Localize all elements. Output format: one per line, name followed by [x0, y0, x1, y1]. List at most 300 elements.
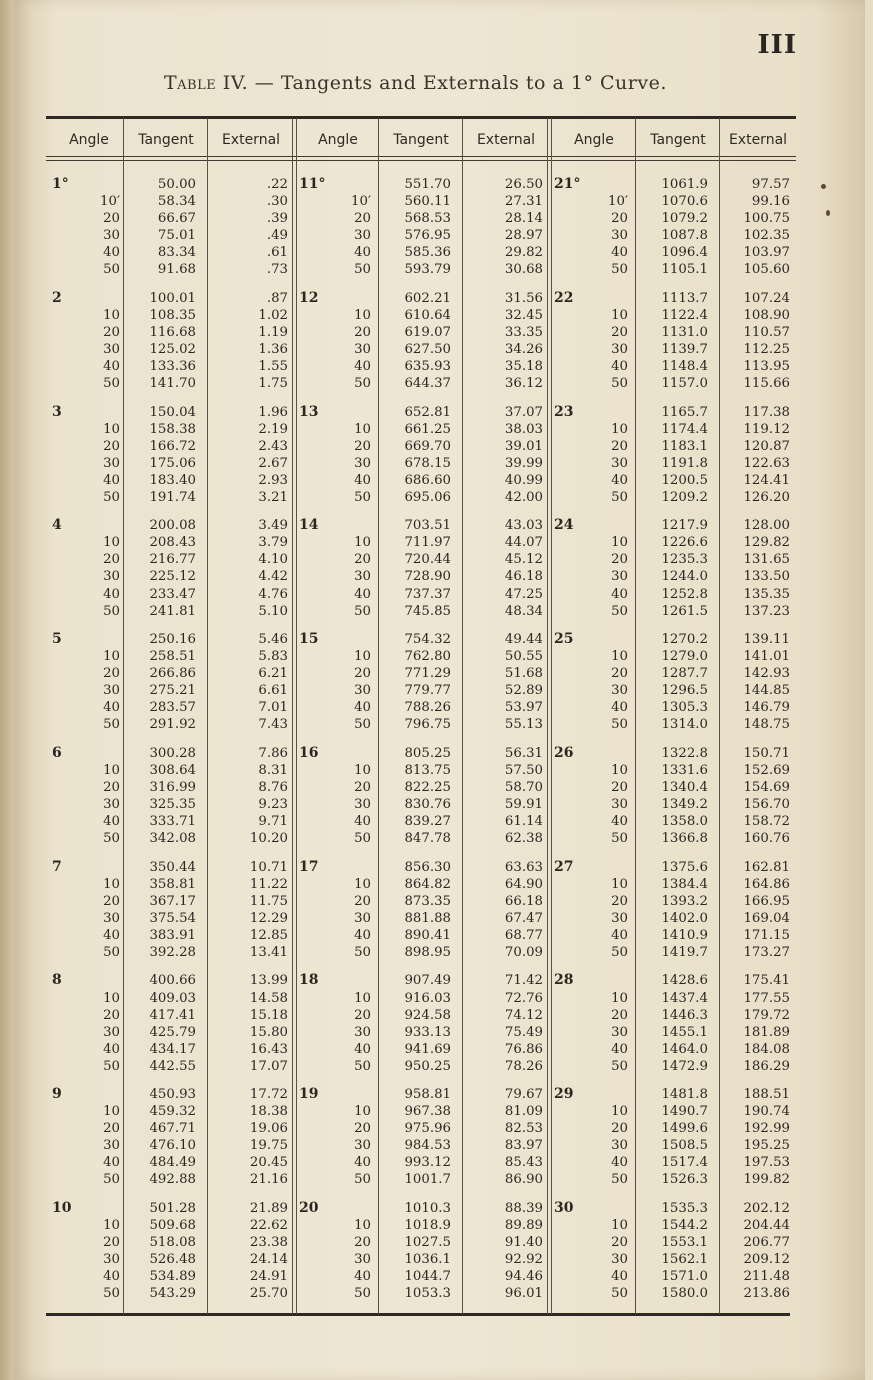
angle-minutes: 10	[611, 649, 628, 665]
tangent-value: 1375.6	[661, 859, 708, 875]
tangent-value: 258.51	[149, 649, 196, 665]
tangent-value: 476.10	[149, 1138, 196, 1154]
tangent-value: 108.35	[149, 307, 196, 323]
group-gap	[66, 847, 120, 859]
tangent-value: 1437.4	[661, 990, 708, 1006]
angle-minutes: 30	[611, 455, 628, 471]
table-bottom-rule	[46, 1313, 790, 1316]
external-value: 50.55	[504, 649, 543, 665]
external-value: 126.20	[743, 489, 790, 505]
group-gap	[724, 733, 790, 745]
external-value: 10.71	[249, 859, 288, 875]
angle-minutes: 40	[103, 700, 120, 716]
external-value: 39.01	[504, 438, 543, 454]
external-value: 137.23	[743, 603, 790, 619]
angle-minutes: 20	[103, 438, 120, 454]
tangent-value: 652.81	[404, 404, 451, 420]
group-gap	[383, 847, 451, 859]
tangent-value: 75.01	[157, 228, 196, 244]
angle-degree: 13	[299, 403, 319, 420]
tangent-value: 805.25	[404, 745, 451, 761]
external-value: 192.99	[743, 1121, 790, 1137]
angle-minutes: 10	[611, 876, 628, 892]
angle-column	[299, 176, 371, 1302]
external-value: 135.35	[743, 586, 790, 602]
external-value: 3.49	[258, 518, 288, 534]
tangent-value: 728.90	[404, 569, 451, 585]
group-gap	[467, 733, 543, 745]
external-value: 62.38	[504, 831, 543, 847]
angle-minutes: 10′	[100, 194, 120, 210]
external-value: 5.10	[258, 603, 288, 619]
external-value: 169.04	[743, 910, 790, 926]
external-value: 43.03	[504, 518, 543, 534]
angle-minutes: 30	[611, 1024, 628, 1040]
tangent-value: 409.03	[149, 990, 196, 1006]
group-gap	[383, 1189, 451, 1201]
tangent-value: 975.96	[404, 1121, 451, 1137]
external-value: 48.34	[504, 603, 543, 619]
external-value: 11.22	[249, 876, 288, 892]
tangent-value: 864.82	[404, 876, 451, 892]
angle-degree: 16	[299, 744, 319, 761]
angle-minutes: 50	[611, 376, 628, 392]
column-divider	[551, 118, 552, 1314]
tangent-value: 1322.8	[661, 745, 708, 761]
tangent-value: 551.70	[404, 177, 451, 192]
external-value: 107.24	[743, 290, 790, 306]
group-gap	[66, 278, 120, 290]
external-value: 2.93	[258, 472, 288, 488]
external-value: 105.60	[743, 262, 790, 278]
external-value: 86.90	[504, 1172, 543, 1188]
external-value: 24.91	[249, 1269, 288, 1285]
external-value: 15.80	[249, 1024, 288, 1040]
external-value: 144.85	[743, 683, 790, 699]
tangent-value: 737.37	[404, 586, 451, 602]
external-value: 13.99	[249, 973, 288, 989]
tangent-value: 898.95	[404, 944, 451, 960]
tangent-value: 342.08	[149, 831, 196, 847]
angle-minutes: 30	[103, 1024, 120, 1040]
column-divider	[207, 118, 208, 1314]
tangent-value: 762.80	[404, 649, 451, 665]
tangent-value: 1165.7	[661, 404, 708, 420]
group-gap	[66, 1075, 120, 1087]
tangent-value: 100.01	[149, 290, 196, 306]
tangent-value: 166.72	[149, 438, 196, 454]
tangent-value: 183.40	[149, 472, 196, 488]
angle-minutes: 50	[103, 717, 120, 733]
external-value: 1.55	[258, 358, 288, 374]
tangent-value: 1358.0	[661, 814, 708, 830]
group-gap	[568, 1189, 628, 1201]
external-value: 197.53	[743, 1155, 790, 1171]
group-gap	[640, 506, 708, 518]
angle-minutes: 20	[611, 211, 628, 227]
external-value: 10.20	[249, 831, 288, 847]
angle-minutes: 30	[354, 341, 371, 357]
tangent-value: 543.29	[149, 1286, 196, 1302]
external-value: 68.77	[504, 927, 543, 943]
angle-minutes: 10	[354, 649, 371, 665]
external-value: 5.83	[258, 649, 288, 665]
tangent-value: 1472.9	[661, 1058, 708, 1074]
external-value: 171.15	[743, 927, 790, 943]
group-gap	[66, 506, 120, 518]
angle-minutes: 20	[103, 324, 120, 340]
tangent-value: 526.48	[149, 1252, 196, 1268]
angle-minutes: 10′	[608, 194, 628, 210]
angle-minutes: 30	[103, 683, 120, 699]
tangent-value: 291.92	[149, 717, 196, 733]
tangent-value: 839.27	[404, 814, 451, 830]
external-value: 6.61	[258, 683, 288, 699]
external-value: 12.29	[249, 910, 288, 926]
tangent-value: 1296.5	[661, 683, 708, 699]
group-gap	[640, 278, 708, 290]
group-gap	[383, 733, 451, 745]
angle-degree: 4	[52, 517, 62, 534]
angle-degree: 24	[554, 517, 574, 534]
tangent-value: 830.76	[404, 797, 451, 813]
group-gap	[128, 620, 196, 632]
tangent-value: 916.03	[404, 990, 451, 1006]
angle-degree: 17	[299, 858, 319, 875]
external-value: 177.55	[743, 990, 790, 1006]
external-value: 32.45	[504, 307, 543, 323]
tangent-value: 350.44	[149, 859, 196, 875]
tangent-value: 788.26	[404, 700, 451, 716]
group-gap	[128, 961, 196, 973]
table-label: Table IV.	[164, 72, 249, 94]
external-value: 209.12	[743, 1252, 790, 1268]
tangent-value: 1314.0	[661, 717, 708, 733]
external-value: 103.97	[743, 245, 790, 261]
external-value: 97.57	[751, 177, 790, 192]
angle-minutes: 20	[103, 780, 120, 795]
external-value: 49.44	[504, 632, 543, 648]
external-value: 21.89	[249, 1201, 288, 1217]
angle-degree: 5	[52, 631, 62, 648]
external-value: 59.91	[504, 797, 543, 813]
external-value: 39.99	[504, 455, 543, 471]
angle-minutes: 40	[611, 358, 628, 374]
tangent-value: 133.36	[149, 358, 196, 374]
angle-degree: 14	[299, 517, 319, 534]
group-gap	[640, 733, 708, 745]
tangent-value: 1053.3	[404, 1286, 451, 1302]
angle-minutes: 10	[103, 649, 120, 665]
external-value: 89.89	[504, 1218, 543, 1234]
angle-degree: 21°	[554, 176, 581, 192]
external-value: 175.41	[743, 973, 790, 989]
tangent-value: 1384.4	[661, 876, 708, 892]
group-gap	[383, 392, 451, 404]
angle-minutes: 50	[611, 1058, 628, 1074]
tangent-value: 208.43	[149, 535, 196, 551]
tangent-value: 141.70	[149, 376, 196, 392]
tangent-column	[128, 176, 196, 1302]
angle-minutes: 20	[103, 211, 120, 227]
angle-minutes: 20	[611, 1007, 628, 1023]
angle-degree: 7	[52, 858, 62, 875]
angle-minutes: 30	[103, 341, 120, 357]
angle-minutes: 30	[103, 1252, 120, 1268]
tangent-value: 602.21	[404, 290, 451, 306]
group-gap	[467, 1189, 543, 1201]
header-bottom-rule	[46, 156, 796, 157]
external-value: 28.14	[504, 211, 543, 227]
group-gap	[640, 961, 708, 973]
angle-minutes: 50	[103, 1058, 120, 1074]
tangent-value: 1139.7	[661, 341, 708, 357]
angle-degree: 30	[554, 1200, 574, 1217]
tangent-value: 1580.0	[661, 1286, 708, 1302]
angle-minutes: 20	[611, 438, 628, 454]
angle-minutes: 30	[354, 1024, 371, 1040]
angle-minutes: 30	[611, 797, 628, 813]
external-value: 113.95	[743, 358, 790, 374]
external-value: 35.18	[504, 358, 543, 374]
angle-minutes: 30	[354, 910, 371, 926]
group-gap	[568, 278, 628, 290]
external-value: 25.70	[249, 1286, 288, 1302]
external-value: 3.21	[258, 489, 288, 505]
angle-minutes: 20	[103, 552, 120, 568]
column-divider	[635, 118, 636, 1314]
external-value: 4.10	[258, 552, 288, 568]
angle-degree: 12	[299, 289, 319, 306]
tangent-value: 1562.1	[661, 1252, 708, 1268]
header-angle: Angle	[69, 132, 109, 148]
group-gap	[212, 733, 288, 745]
tangent-value: 585.36	[404, 245, 451, 261]
angle-minutes: 50	[354, 717, 371, 733]
angle-degree: 3	[52, 403, 62, 420]
tangent-value: 1331.6	[661, 762, 708, 778]
tangent-value: 1287.7	[661, 666, 708, 682]
external-value: 29.82	[504, 245, 543, 261]
group-gap	[724, 961, 790, 973]
tangent-value: 316.99	[149, 780, 196, 795]
external-value: 146.79	[743, 700, 790, 716]
external-value: 3.79	[258, 535, 288, 551]
external-value: 44.07	[504, 535, 543, 551]
group-gap	[724, 278, 790, 290]
group-gap	[212, 1075, 288, 1087]
tangent-value: 644.37	[404, 376, 451, 392]
group-gap	[313, 847, 371, 859]
column-divider	[719, 118, 720, 1314]
tangent-value: 984.53	[404, 1138, 451, 1154]
angle-minutes: 50	[611, 489, 628, 505]
angle-minutes: 40	[354, 1041, 371, 1057]
external-value: 46.18	[504, 569, 543, 585]
external-value: 67.47	[504, 910, 543, 926]
group-gap	[383, 620, 451, 632]
external-value: 117.38	[743, 404, 790, 420]
external-value: 17.72	[249, 1087, 288, 1103]
angle-minutes: 30	[103, 910, 120, 926]
angle-degree: 28	[554, 972, 574, 989]
tangent-value: 1535.3	[661, 1201, 708, 1217]
angle-minutes: 10	[103, 421, 120, 437]
angle-minutes: 40	[611, 927, 628, 943]
external-value: 70.09	[504, 944, 543, 960]
angle-minutes: 50	[611, 831, 628, 847]
external-value: 139.11	[743, 632, 790, 648]
angle-minutes: 40	[103, 245, 120, 261]
tangent-value: 1410.9	[661, 927, 708, 943]
tangent-value: 754.32	[404, 632, 451, 648]
external-value: 91.40	[504, 1235, 543, 1251]
group-gap	[313, 278, 371, 290]
tangent-value: 941.69	[404, 1041, 451, 1057]
angle-minutes: 40	[354, 245, 371, 261]
tangent-value: 83.34	[157, 245, 196, 261]
group-gap	[128, 506, 196, 518]
tangent-value: 1349.2	[661, 797, 708, 813]
external-value: 2.67	[258, 455, 288, 471]
tangent-value: 669.70	[404, 438, 451, 454]
table-caption	[164, 72, 667, 94]
group-gap	[640, 392, 708, 404]
header-external: External	[221, 132, 281, 148]
tangent-value: 1393.2	[661, 893, 708, 909]
angle-minutes: 30	[354, 683, 371, 699]
angle-minutes: 50	[103, 489, 120, 505]
external-value: 2.43	[258, 438, 288, 454]
angle-minutes: 50	[354, 603, 371, 619]
angle-degree: 9	[52, 1086, 62, 1103]
external-value: 1.19	[258, 324, 288, 340]
angle-minutes: 30	[611, 1138, 628, 1154]
header-external: External	[728, 132, 788, 148]
angle-minutes: 20	[103, 1121, 120, 1137]
group-gap	[212, 961, 288, 973]
external-value: 26.50	[504, 177, 543, 192]
group-gap	[128, 1189, 196, 1201]
angle-minutes: 20	[354, 1121, 371, 1137]
group-gap	[640, 1075, 708, 1087]
tangent-value: 745.85	[404, 603, 451, 619]
tangent-value: 686.60	[404, 472, 451, 488]
external-value: 120.87	[743, 438, 790, 454]
group-gap	[724, 1189, 790, 1201]
angle-minutes: 50	[611, 262, 628, 278]
angle-minutes: 30	[611, 683, 628, 699]
angle-minutes: 30	[354, 1252, 371, 1268]
tangent-value: 1070.6	[661, 194, 708, 210]
group-gap	[724, 620, 790, 632]
angle-minutes: 20	[611, 1235, 628, 1251]
tangent-value: 1340.4	[661, 780, 708, 795]
angle-degree: 19	[299, 1086, 319, 1103]
tangent-value: 1235.3	[661, 552, 708, 568]
angle-minutes: 30	[611, 910, 628, 926]
external-value: 79.67	[504, 1087, 543, 1103]
tangent-value: 661.25	[404, 421, 451, 437]
angle-minutes: 10	[354, 1218, 371, 1234]
angle-degree: 15	[299, 631, 319, 648]
external-value: 53.97	[504, 700, 543, 716]
external-value: 9.23	[258, 797, 288, 813]
tangent-value: 993.12	[404, 1155, 451, 1171]
angle-minutes: 30	[354, 1138, 371, 1154]
external-value: 63.63	[504, 859, 543, 875]
group-gap	[467, 620, 543, 632]
angle-minutes: 50	[611, 717, 628, 733]
external-value: 164.86	[743, 876, 790, 892]
angle-minutes: 40	[103, 358, 120, 374]
tangent-column	[383, 176, 451, 1302]
tangent-value: 233.47	[149, 586, 196, 602]
group-gap	[212, 1189, 288, 1201]
tangent-value: 568.53	[404, 211, 451, 227]
angle-minutes: 40	[354, 814, 371, 830]
external-value: 102.35	[743, 228, 790, 244]
tangent-value: 1096.4	[661, 245, 708, 261]
table-top-rule	[46, 116, 796, 119]
header-bottom-rule-2	[46, 160, 796, 161]
group-gap	[568, 506, 628, 518]
tangent-value: 116.68	[149, 324, 196, 340]
angle-degree: 23	[554, 403, 574, 420]
tangent-value: 1571.0	[661, 1269, 708, 1285]
angle-minutes: 20	[103, 893, 120, 909]
external-value: 19.75	[249, 1138, 288, 1154]
column-divider	[378, 118, 379, 1314]
tangent-value: 1226.6	[661, 535, 708, 551]
angle-minutes: 10	[354, 421, 371, 437]
angle-minutes: 10	[354, 1104, 371, 1120]
tangent-value: 1079.2	[661, 211, 708, 227]
tangent-value: 1261.5	[661, 603, 708, 619]
angle-minutes: 30	[611, 1252, 628, 1268]
external-value: 51.68	[504, 666, 543, 682]
group-gap	[724, 847, 790, 859]
tangent-value: 881.88	[404, 910, 451, 926]
tangent-value: 1183.1	[661, 438, 708, 454]
tangent-value: 576.95	[404, 228, 451, 244]
external-value: .73	[266, 262, 288, 278]
angle-minutes: 30	[354, 455, 371, 471]
external-value: 7.43	[258, 717, 288, 733]
tangent-value: 333.71	[149, 814, 196, 830]
tangent-value: 1252.8	[661, 586, 708, 602]
external-value: 61.14	[504, 814, 543, 830]
external-value: 202.12	[743, 1201, 790, 1217]
tangent-value: 1105.1	[661, 262, 708, 278]
external-value: 45.12	[504, 552, 543, 568]
tangent-value: 442.55	[149, 1058, 196, 1074]
angle-minutes: 20	[611, 324, 628, 340]
external-value: 1.02	[258, 307, 288, 323]
angle-minutes: 40	[611, 245, 628, 261]
angle-minutes: 50	[103, 1172, 120, 1188]
group-gap	[640, 1189, 708, 1201]
angle-minutes: 30	[103, 797, 120, 813]
angle-minutes: 20	[354, 552, 371, 568]
group-gap	[128, 733, 196, 745]
tangent-value: 1490.7	[661, 1104, 708, 1120]
tangent-value: 534.89	[149, 1269, 196, 1285]
angle-minutes: 10	[354, 762, 371, 778]
tangent-value: 1131.0	[661, 324, 708, 340]
angle-minutes: 10	[611, 535, 628, 551]
tangent-value: 711.97	[404, 535, 451, 551]
